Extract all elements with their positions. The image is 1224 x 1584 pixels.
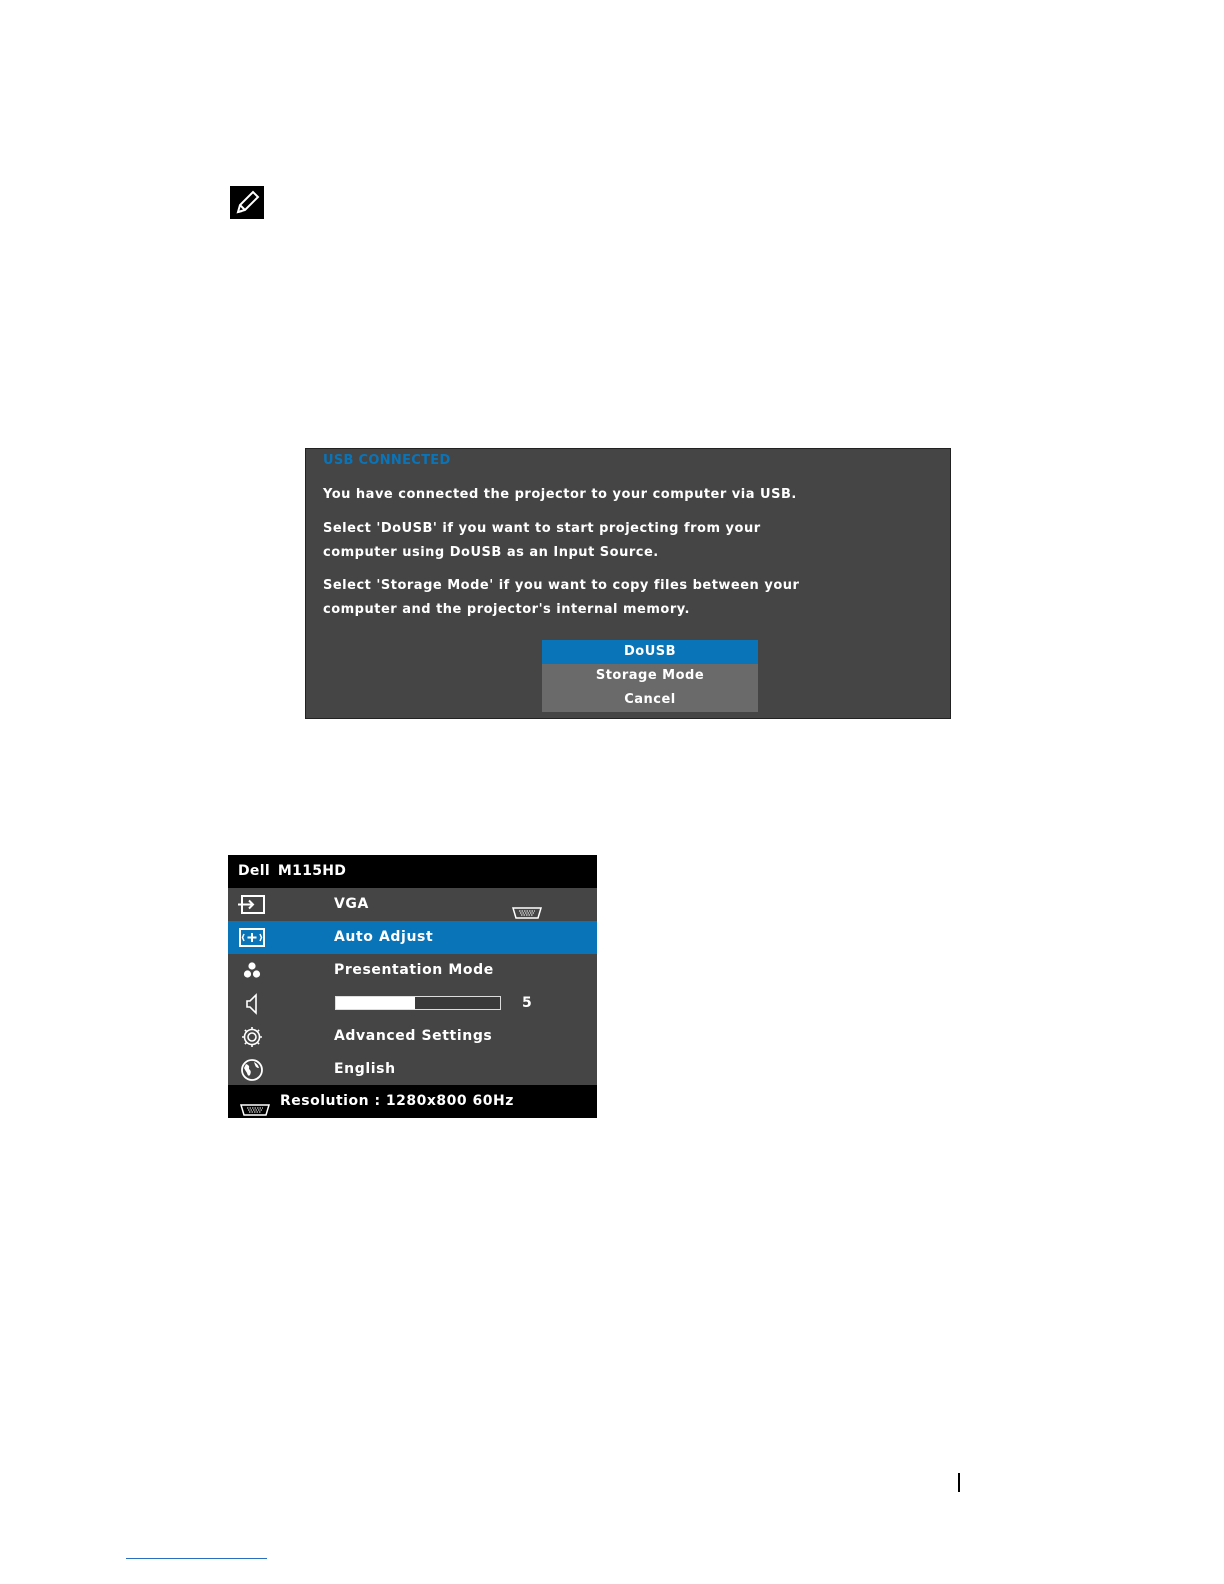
dialog-line-1: You have connected the projector to your computer via USB. — [323, 487, 797, 502]
brand-name: Dell — [238, 863, 270, 879]
menu-item-input-source[interactable] — [228, 888, 597, 921]
usb-connected-dialog — [305, 448, 951, 719]
footer-rule — [126, 1558, 267, 1559]
menu-item-language[interactable] — [228, 1053, 597, 1086]
volume-slider[interactable] — [335, 996, 501, 1010]
input-source-icon — [238, 894, 266, 916]
gear-icon — [238, 1026, 266, 1048]
volume-icon — [238, 993, 266, 1015]
menu-item-auto-adjust[interactable] — [228, 921, 597, 954]
menu-item-video-mode[interactable] — [228, 954, 597, 987]
menu-item-advanced-settings[interactable] — [228, 1020, 597, 1053]
menu-item-label: Auto Adjust — [334, 929, 434, 945]
volume-slider-fill — [336, 997, 415, 1009]
dialog-line-2a: Select 'DoUSB' if you want to start projecting from your — [323, 521, 761, 536]
model-name: M115HD — [277, 863, 347, 879]
menu-item-label: VGA — [334, 896, 369, 912]
osd-footer — [228, 1085, 597, 1118]
pencil-note-icon — [230, 186, 264, 219]
dialog-title: USB CONNECTED — [323, 453, 451, 468]
volume-value: 5 — [522, 995, 532, 1011]
menu-item-label: Presentation Mode — [334, 962, 494, 978]
menu-item-volume[interactable] — [228, 987, 597, 1020]
storage-mode-option[interactable]: Storage Mode — [542, 664, 758, 688]
dialog-options — [542, 640, 758, 712]
osd-main-menu — [228, 855, 597, 1118]
video-mode-icon — [238, 960, 266, 982]
vga-connector-icon — [240, 1095, 270, 1109]
dialog-line-3a: Select 'Storage Mode' if you want to copy files between your — [323, 578, 800, 593]
auto-adjust-icon — [238, 927, 266, 949]
dousb-option[interactable]: DoUSB — [542, 640, 758, 664]
osd-header — [228, 855, 597, 888]
resolution-text: Resolution : 1280x800 60Hz — [280, 1093, 514, 1109]
dialog-line-2b: computer using DoUSB as an Input Source. — [323, 545, 659, 560]
globe-icon — [238, 1059, 266, 1081]
menu-item-label: English — [334, 1061, 396, 1077]
menu-item-label: Advanced Settings — [334, 1028, 493, 1044]
cancel-option[interactable]: Cancel — [542, 688, 758, 712]
dialog-line-3b: computer and the projector's internal memory. — [323, 602, 690, 617]
page-margin-mark — [958, 1473, 960, 1492]
vga-connector-icon — [512, 898, 542, 912]
